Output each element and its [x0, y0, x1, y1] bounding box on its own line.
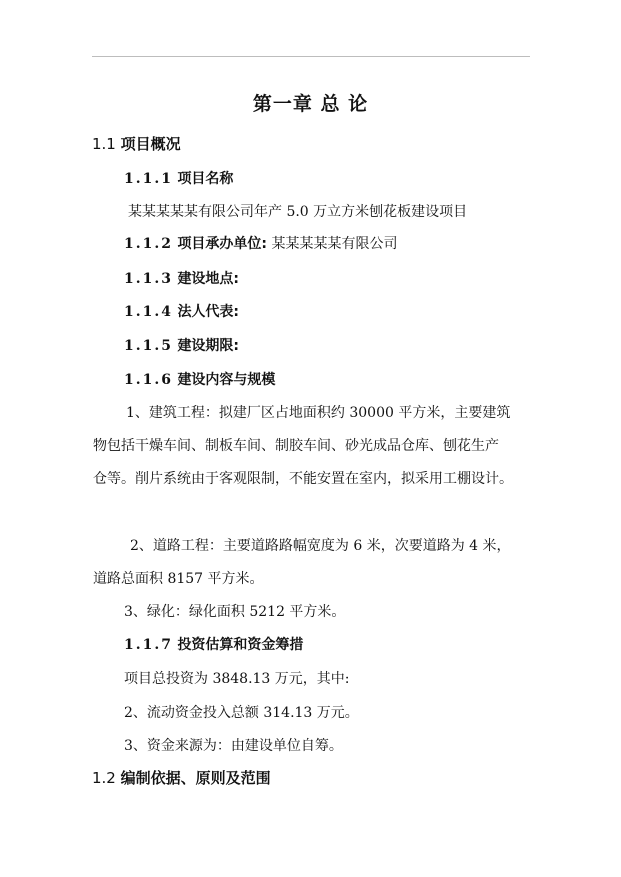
item-number: 1.1.4	[124, 304, 173, 320]
item-value: 某某某某某有限公司	[271, 236, 398, 252]
section-number: 1.2	[92, 769, 116, 787]
item-heading-1-1-4	[124, 303, 239, 321]
item-number: 1.1.1	[124, 171, 173, 187]
section-title: 编制依据、原则及范围	[120, 769, 271, 787]
paragraph-construction-line2: 物包括干燥车间、制板车间、制胶车间、砂光成品仓库、刨花生产	[93, 438, 499, 454]
section-title: 项目概况	[120, 135, 181, 153]
item-number: 1.1.2	[124, 236, 173, 252]
item-label: 项目承办单位:	[177, 236, 268, 252]
item-heading-1-1-3	[124, 270, 239, 288]
paragraph-funding-source: 3、资金来源为：由建设单位自筹。	[124, 738, 343, 754]
paragraph-construction-line1: 1、建筑工程：拟建厂区占地面积约 30000 平方米，主要建筑	[126, 405, 511, 421]
item-label: 建设期限:	[177, 338, 240, 354]
item-number: 1.1.3	[124, 271, 173, 287]
item-label: 建设内容与规模	[177, 372, 276, 388]
item-heading-1-1-2	[124, 235, 398, 253]
item-number: 1.1.7	[124, 637, 173, 653]
paragraph-investment-total: 项目总投资为 3848.13 万元，其中:	[124, 671, 350, 687]
project-name-text: 某某某某某有限公司年产 5.0 万立方米刨花板建设项目	[128, 204, 468, 220]
item-label: 法人代表:	[177, 304, 240, 320]
item-label: 投资估算和资金筹措	[177, 637, 304, 653]
section-heading-1-2	[92, 769, 271, 787]
item-number: 1.1.6	[124, 372, 173, 388]
item-number: 1.1.5	[124, 338, 173, 354]
item-heading-1-1-7	[124, 636, 303, 654]
paragraph-greening: 3、绿化：绿化面积 5212 平方米。	[124, 604, 346, 620]
chapter-title: 第一章 总 论	[252, 93, 369, 115]
item-heading-1-1-5	[124, 337, 239, 355]
paragraph-road-line1: 2、道路工程：主要道路路幅宽度为 6 米，次要道路为 4 米，	[130, 538, 511, 554]
item-heading-1-1-1	[124, 170, 233, 188]
item-label: 建设地点:	[177, 271, 240, 287]
section-heading-1-1	[92, 135, 181, 153]
paragraph-road-line2: 道路总面积 8157 平方米。	[93, 571, 264, 587]
paragraph-working-capital: 2、流动资金投入总额 314.13 万元。	[124, 705, 359, 721]
item-label: 项目名称	[177, 171, 234, 187]
section-number: 1.1	[92, 135, 116, 153]
paragraph-construction-line3: 仓等。削片系统由于客观限制，不能安置在室内，拟采用工棚设计。	[93, 471, 513, 487]
item-heading-1-1-6	[124, 371, 275, 389]
header-rule	[92, 56, 530, 57]
